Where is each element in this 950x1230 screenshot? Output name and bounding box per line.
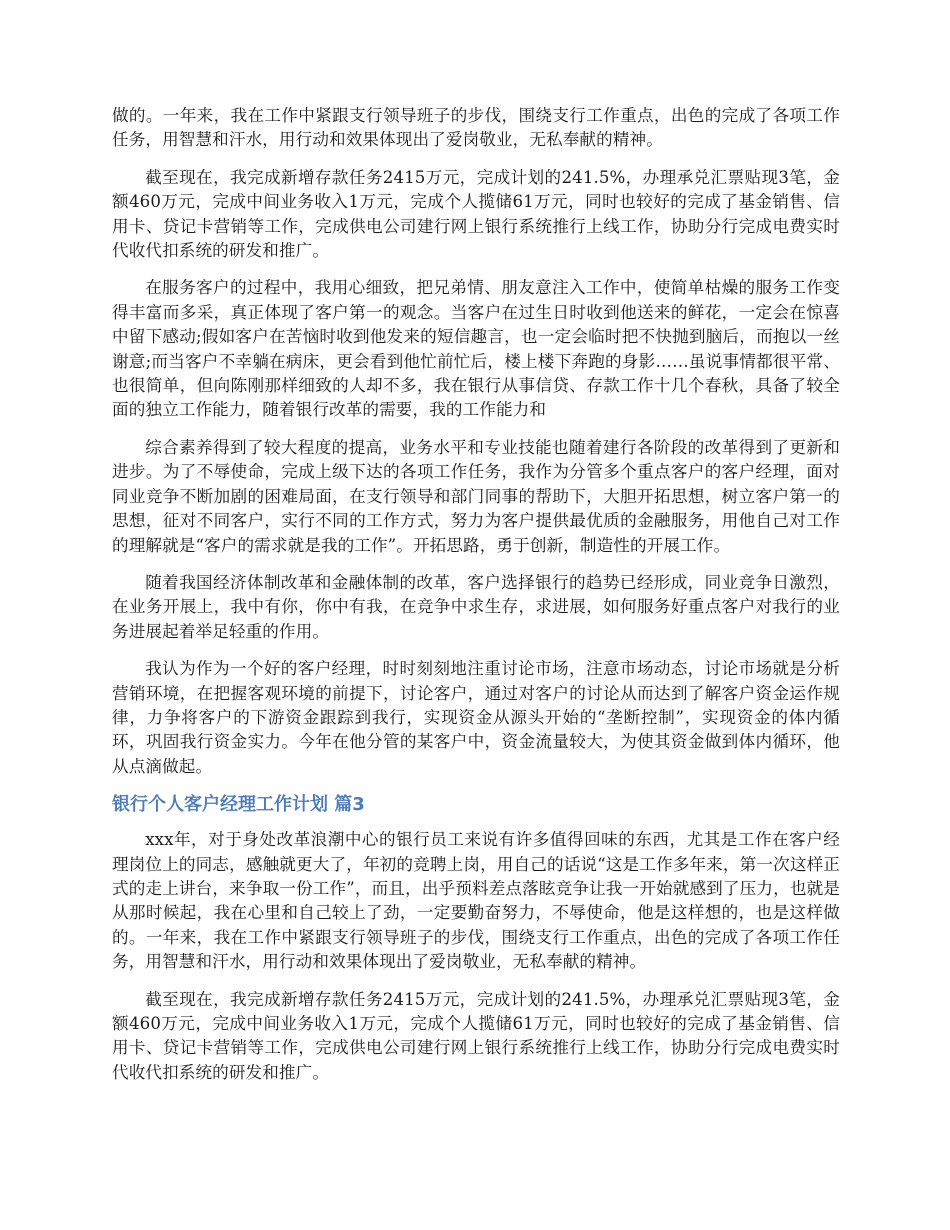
paragraph-competence: 综合素养得到了较大程度的提高，业务水平和专业技能也随着建行各阶段的改革得到了更新和进步。为了不辱使命，完成上级下达的各项工作任务，我作为分管多个重点客户的客户经理，面对同业竞争不断加剧的困难局面，在支行领导和部门同事的帮助下，大胆开拓思想，树立客户第一的思想，征对不同客户，实行不同的工作方式，努力为客户提供最优质的金融服务，用他自己对工作的理解就是“客户的需求就是我的工作”。开拓思路，勇于创新，制造性的开展工作。 <box>112 437 840 555</box>
paragraph-customer-service: 在服务客户的过程中，我用心细致，把兄弟情、朋友意注入工作中，使简单枯燥的服务工作变得丰富而多采，真正体现了客户第一的观念。当客户在过生日时收到他送来的鲜花，一定会在惊喜中留下感动;假如客户在苦恼时收到他发来的短信趣言，也一定会临时把不快抛到脑后，而抱以一丝谢意;而当客户不幸躺在病床，更会看到他忙前忙后，楼上楼下奔跑的身影……虽说事情都很平常、也很简单，但向陈刚那样细致的人却不多，我在银行从事信贷、存款工作十几个春秋，具备了较全面的独立工作能力，随着银行改革的需要，我的工作能力和 <box>112 278 840 420</box>
paragraph-continuation: 做的。一年来，我在工作中紧跟支行领导班子的步伐，围绕支行工作重点，出色的完成了各项工作任务，用智慧和汗水，用行动和效果体现出了爱岗敬业，无私奉献的精神。 <box>112 106 840 150</box>
paragraph-section-intro: xxx年，对于身处改革浪潮中心的银行员工来说有许多值得回味的东西，尤其是工作在客户经理岗位上的同志，感触就更大了，年初的竞聘上岗，用自己的话说“这是工作多年来，第一次这样正式的走上讲台，来争取一份工作”，而且，出乎预料差点落眩竞争让我一开始就感到了压力，也就是从那时候起，我在心里和自己较上了劲，一定要勤奋努力，不辱使命，他是这样想的，也是这样做的。一年来，我在工作中紧跟支行领导班子的步伐，围绕支行工作重点，出色的完成了各项工作任务，用智慧和汗水，用行动和效果体现出了爱岗敬业，无私奉献的精神。 <box>112 830 840 972</box>
section-heading: 银行个人客户经理工作计划 篇3 <box>112 794 365 816</box>
document-page <box>112 104 840 1098</box>
paragraph-reform: 随着我国经济体制改革和金融体制的改革，客户选择银行的趋势已经形成，同业竞争日激烈，在业务开展上，我中有你，你中有我，在竞争中求生存，求进展，如何服务好重点客户对我行的业务进展起着举足轻重的作用。 <box>112 572 840 641</box>
paragraph-results-summary: 截至现在，我完成新增存款任务2415万元，完成计划的241.5%，办理承兑汇票贴现3笔，金额460万元，完成中间业务收入1万元，完成个人揽储61万元，同时也较好的完成了基金销售、信用卡、贷记卡营销等工作，完成供电公司建行网上银行系统推行上线工作，协助分行完成电费实时代收代扣系统的研发和推广。 <box>112 167 840 261</box>
paragraph-section-results: 截至现在，我完成新增存款任务2415万元，完成计划的241.5%，办理承兑汇票贴现3笔，金额460万元，完成中间业务收入1万元，完成个人揽储61万元，同时也较好的完成了基金销售、信用卡、贷记卡营销等工作，完成供电公司建行网上银行系统推行上线工作，协助分行完成电费实时代收代扣系统的研发和推广。 <box>112 989 840 1082</box>
paragraph-market-research: 我认为作为一个好的客户经理，时时刻刻地注重讨论市场，注意市场动态，讨论市场就是分析营销环境，在把握客观环境的前提下，讨论客户，通过对客户的讨论从而达到了解客户资金运作规律，力争将客户的下游资金跟踪到我行，实现资金从源头开始的“垄断控制”，实现资金的体内循环，巩固我行资金实力。今年在他分管的某客户中，资金流量较大，为使其资金做到体内循环，他从点滴做起。 <box>112 659 840 776</box>
